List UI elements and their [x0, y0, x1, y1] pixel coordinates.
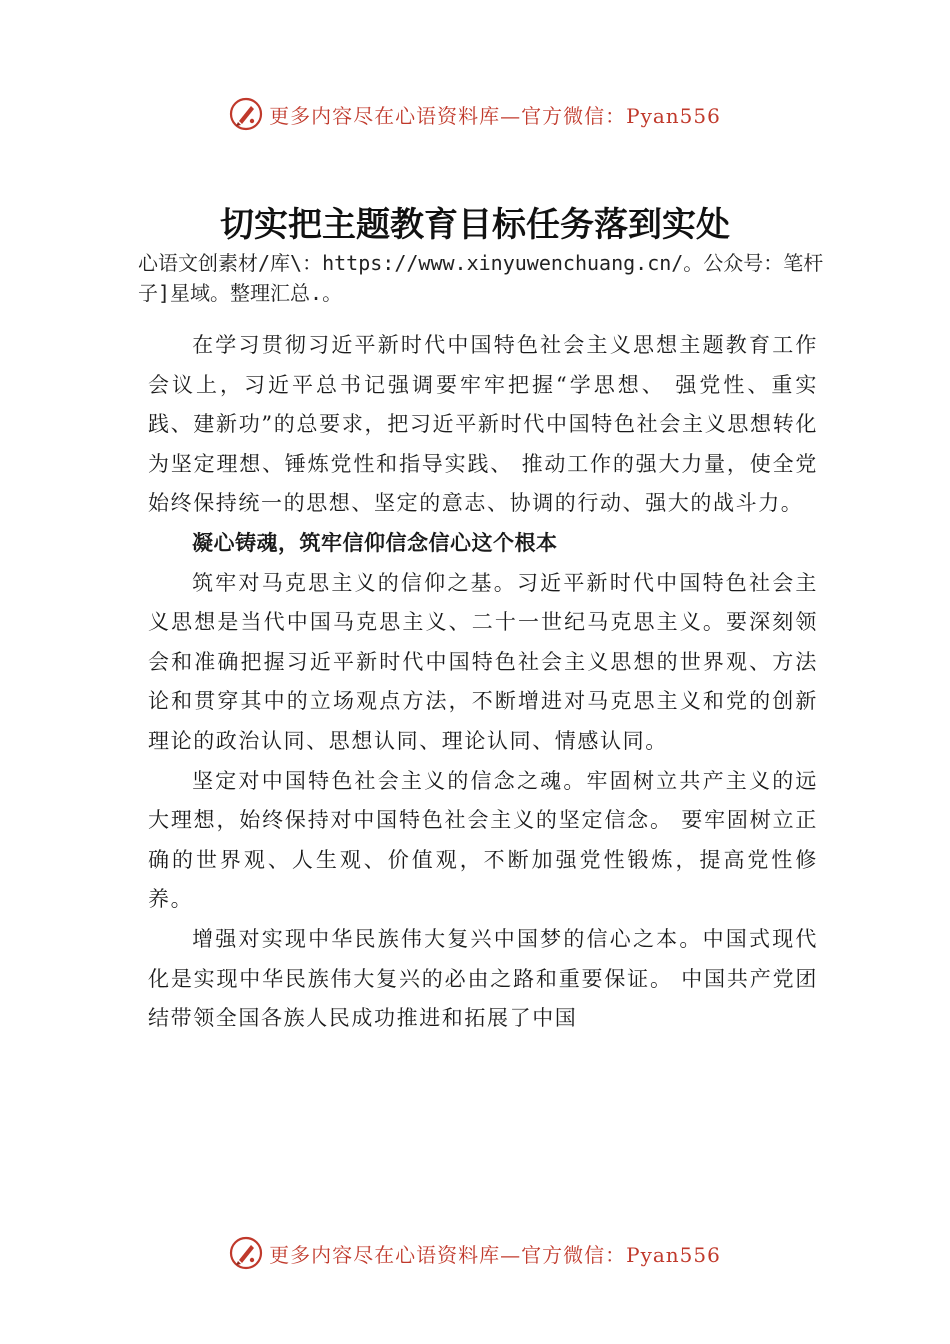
intro-paragraph: 在学习贯彻习近平新时代中国特色社会主义思想主题教育工作会议上，习近平总书记强调要牢牢把握“学思想、 强党性、重实践、建新功”的总要求，把习近平新时代中国特色社会主义思想转化为坚定理想、锤炼党性和指导实践、 推动工作的强大力量，使全党始终保持统一的思想、坚定的意志、协调的行动、强大的战斗力。 — [148, 333, 818, 516]
footer-banner — [0, 1233, 950, 1273]
source-note: 心语文创素材/库\：https://www.xinyuwenchuang.cn/。公众号：笔杆子]星域。整理汇总.。 — [138, 251, 824, 305]
pen-nib-logo-icon — [229, 97, 263, 131]
document-title: 切实把主题教育目标任务落到实处 — [220, 205, 730, 245]
section-paragraph: 增强对实现中华民族伟大复兴中国梦的信心之本。中国式现代化是实现中华民族伟大复兴的必由之路和重要保证。 中国共产党团结带领全国各族人民成功推进和拓展了中国 — [148, 926, 818, 1031]
header-banner-text: 更多内容尽在心语资料库—官方微信：Pyan556 — [269, 103, 721, 128]
document-body — [148, 326, 818, 1039]
header-banner — [0, 94, 950, 134]
section-heading: 凝心铸魂，筑牢信仰信念信心这个根本 — [192, 530, 558, 555]
section-paragraph: 筑牢对马克思主义的信仰之基。习近平新时代中国特色社会主义思想是当代中国马克思主义、二十一世纪马克思主义。要深刻领会和准确把握习近平新时代中国特色社会主义思想的世界观、方法论和贯穿其中的立场观点方法，不断增进对马克思主义和党的创新理论的政治认同、思想认同、理论认同、情感认同。 — [148, 570, 818, 753]
pen-nib-logo-icon — [229, 1236, 263, 1270]
section-paragraph: 坚定对中国特色社会主义的信念之魂。牢固树立共产主义的远大理想，始终保持对中国特色社会主义的坚定信念。 要牢固树立正确的世界观、人生观、价值观，不断加强党性锻炼，提高党性修养。 — [148, 768, 818, 912]
footer-banner-text: 更多内容尽在心语资料库—官方微信：Pyan556 — [269, 1242, 721, 1267]
